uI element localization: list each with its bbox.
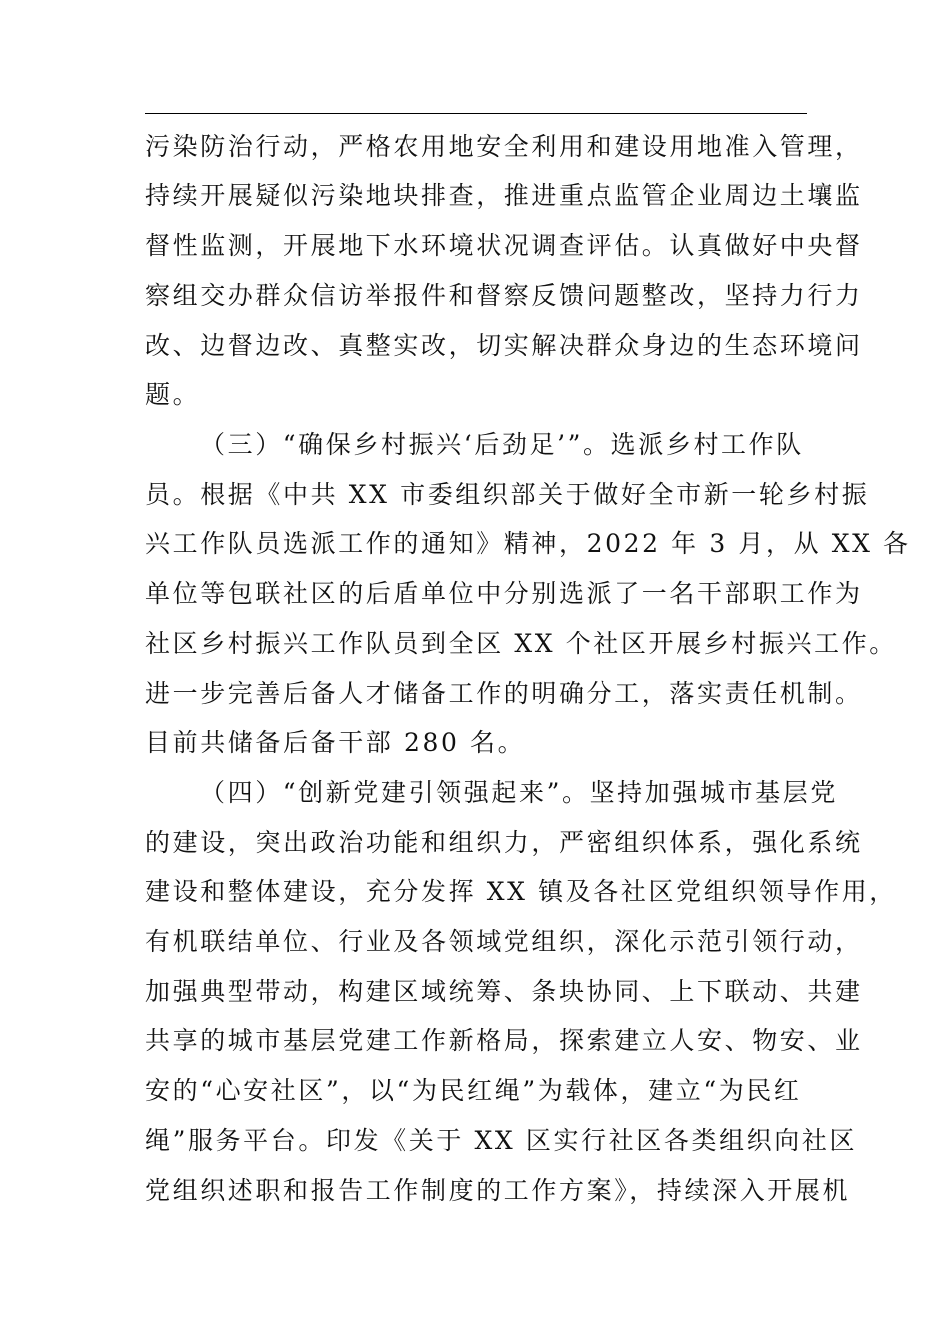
- body-line-21: 绳”服务平台。印发《关于 XX 区实行社区各类组织向社区: [145, 1126, 858, 1155]
- header-rule: [145, 113, 807, 114]
- body-line-12: 进一步完善后备人才储备工作的明确分工，落实责任机制。: [145, 679, 863, 708]
- body-line-3: 督性监测，开展地下水环境状况调查评估。认真做好中央督: [145, 231, 863, 260]
- section-four-heading-line: （四）“创新党建引领强起来”。坚持加强城市基层党: [200, 778, 838, 807]
- body-line-6: 题。: [145, 380, 201, 409]
- body-line-4: 察组交办群众信访举报件和督察反馈问题整改，坚持力行力: [145, 281, 863, 310]
- body-line-19: 共享的城市基层党建工作新格局，探索建立人安、物安、业: [145, 1026, 863, 1055]
- body-line-22: 党组织述职和报告工作制度的工作方案》，持续深入开展机: [145, 1176, 851, 1205]
- body-line-8: 员。根据《中共 XX 市委组织部关于做好全市新一轮乡村振: [145, 480, 870, 509]
- body-line-11: 社区乡村振兴工作队员到全区 XX 个社区开展乡村振兴工作。: [145, 629, 897, 658]
- body-line-10: 单位等包联社区的后盾单位中分别选派了一名干部职工作为: [145, 579, 863, 608]
- body-line-18: 加强典型带动，构建区域统筹、条块协同、上下联动、共建: [145, 977, 863, 1006]
- body-line-1: 污染防治行动，严格农用地安全利用和建设用地准入管理，: [145, 132, 863, 161]
- body-line-16: 建设和整体建设，充分发挥 XX 镇及各社区党组织领导作用，: [145, 877, 897, 906]
- body-line-2: 持续开展疑似污染地块排查，推进重点监管企业周边土壤监: [145, 181, 863, 210]
- body-line-5: 改、边督边改、真整实改，切实解决群众身边的生态环境问: [145, 331, 863, 360]
- body-line-15: 的建设，突出政治功能和组织力，严密组织体系，强化系统: [145, 828, 863, 857]
- section-three-heading-line: （三）“确保乡村振兴‘后劲足’”。选派乡村工作队: [200, 430, 804, 459]
- body-line-9: 兴工作队员选派工作的通知》精神，2022 年 3 月，从 XX 各: [145, 529, 911, 558]
- body-line-17: 有机联结单位、行业及各领域党组织，深化示范引领行动，: [145, 927, 863, 956]
- body-line-20: 安的“心安社区”，以“为民红绳”为载体，建立“为民红: [145, 1076, 802, 1105]
- body-line-13: 目前共储备后备干部 280 名。: [145, 728, 526, 757]
